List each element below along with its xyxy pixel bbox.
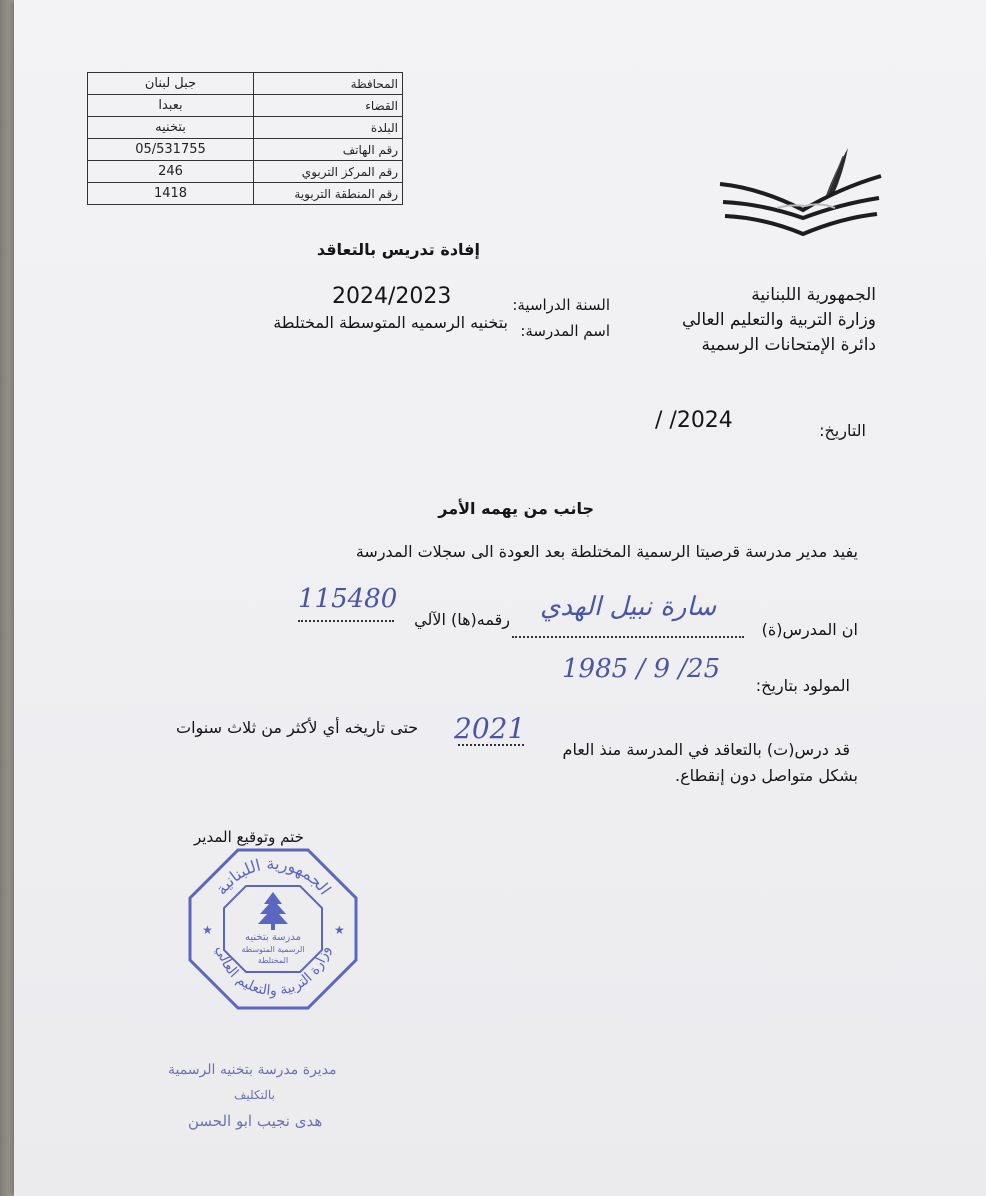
director-name: هدى نجيب ابو الحسن: [188, 1112, 323, 1130]
teacher-prefix: ان المدرس(ة): [761, 620, 858, 639]
department-heading: دائرة الإمتحانات الرسمية: [701, 335, 876, 355]
teacher-name-dots: [512, 636, 744, 638]
document-title: إفادة تدريس بالتعاقد: [316, 240, 480, 259]
info-table-value: 05/531755: [88, 139, 254, 161]
info-table-label: رقم الهاتف: [254, 139, 403, 161]
info-table-row: [88, 139, 403, 161]
taught-suffix: حتى تاريخه أي لأكثر من ثلاث سنوات: [176, 718, 419, 737]
info-table: [87, 72, 403, 205]
republic-heading: الجمهورية اللبنانية: [751, 285, 876, 305]
info-table-value: 1418: [88, 183, 254, 205]
star-icon-right: ★: [334, 923, 345, 937]
year-handwritten: 2021: [454, 712, 526, 745]
info-table-row: [88, 183, 403, 205]
info-table-value: 246: [88, 161, 254, 183]
teacher-number-handwritten: 115480: [298, 584, 398, 614]
paper-edge: [0, 0, 14, 1196]
stamp-center-line-2: الرسمية المتوسطة: [241, 945, 305, 954]
info-table-label: رقم المنطقة التربوية: [254, 183, 403, 205]
date-value: / /2024: [655, 408, 733, 433]
birth-label: المولود بتاريخ:: [755, 676, 850, 695]
stamp-top-text: الجمهورية اللبنانية: [211, 853, 335, 899]
director-title: مديرة مدرسة بتخنيه الرسمية: [168, 1062, 337, 1078]
info-table-row: [88, 117, 403, 139]
academic-year-label: السنة الدراسية:: [512, 296, 610, 314]
date-label: التاريخ:: [819, 421, 866, 440]
birth-date-handwritten: 1985 / 9 /25: [562, 654, 721, 684]
info-table-value: بتخنيه: [88, 117, 254, 139]
addressee-heading: جانب من يهمه الأمر: [438, 499, 594, 518]
info-table-label: القضاء: [254, 95, 403, 117]
star-icon-left: ★: [202, 923, 213, 937]
ministry-logo-icon: [715, 146, 885, 242]
info-table-value: بعبدا: [88, 95, 254, 117]
svg-text:الجمهورية اللبنانية: [211, 854, 335, 898]
signature-label: ختم وتوقيع المدير: [194, 828, 304, 846]
info-table-row: [88, 161, 403, 183]
school-name-label: اسم المدرسة:: [520, 322, 610, 340]
info-table-label: البلدة: [254, 117, 403, 139]
school-stamp: [186, 846, 360, 1012]
stamp-center-line-3: المختلطة: [257, 956, 289, 965]
info-table-row: [88, 95, 403, 117]
cedar-icon: [258, 892, 288, 930]
info-table-label: رقم المركز التربوي: [254, 161, 403, 183]
taught-prefix: قد درس(ت) بالتعاقد في المدرسة منذ العام: [562, 740, 850, 759]
number-label: رقمه(ها) الآلي: [414, 610, 510, 629]
stamp-center-line-1: مدرسة بتخنيه: [244, 932, 302, 943]
teacher-name-handwritten: سارة نبيل الهدي: [540, 592, 717, 622]
body-line-1: يفيد مدير مدرسة قرصيتا الرسمية المختلطة بعد العودة الى سجلات المدرسة: [355, 542, 858, 561]
academic-year-value: 2024/2023: [332, 284, 452, 309]
teacher-number-dots: [298, 620, 394, 622]
info-table-value: جبل لبنان: [88, 73, 254, 95]
school-name-value: بتخنيه الرسميه المتوسطة المختلطة: [273, 313, 508, 332]
body-line-last: بشكل متواصل دون إنقطاع.: [675, 766, 858, 785]
ministry-heading: وزارة التربية والتعليم العالي: [681, 310, 876, 330]
stamp-bottom-text: وزارة التربية والتعليم العالي: [212, 944, 334, 999]
info-table-label: المحافظة: [254, 73, 403, 95]
info-table-row: [88, 73, 403, 95]
director-note: بالتكليف: [234, 1088, 275, 1102]
